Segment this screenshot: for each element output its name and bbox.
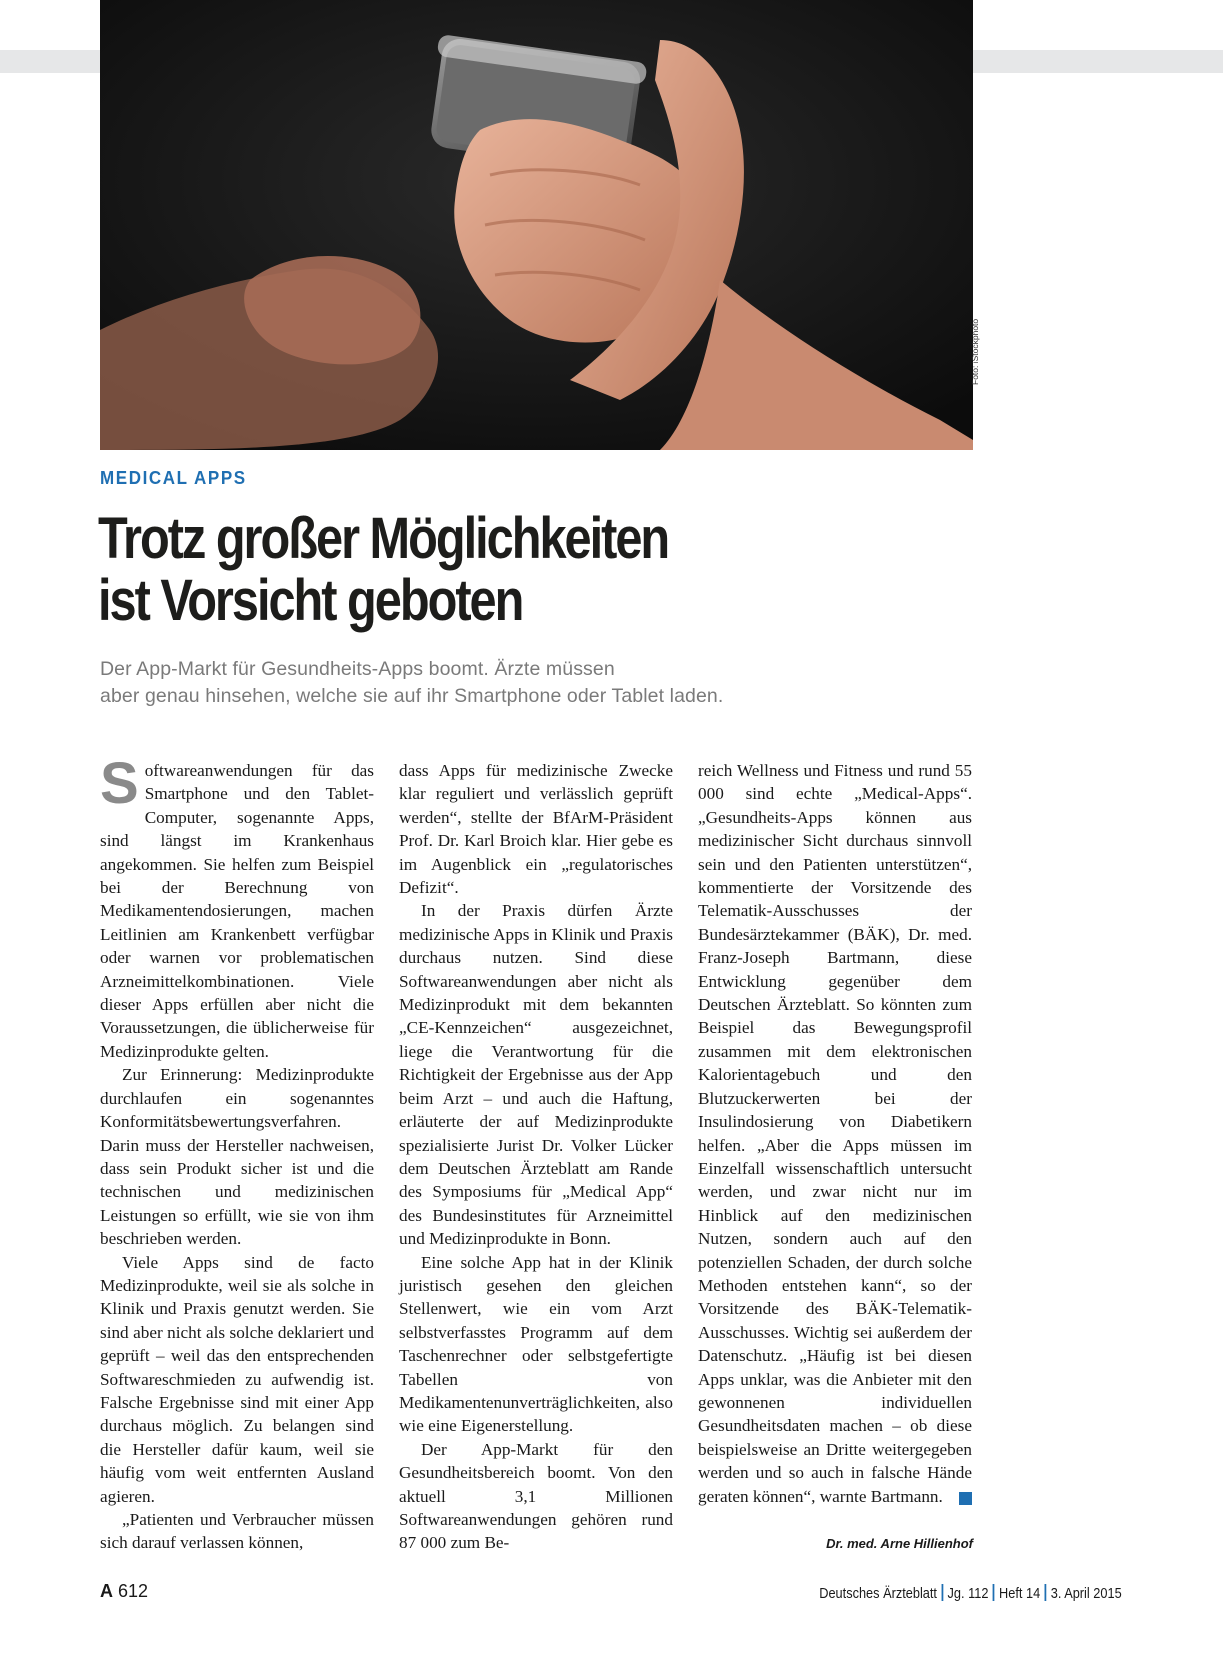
paragraph: Der App-Markt für den Gesundheitsbereich boomt. Von den aktuell 3,1 Millionen Softwareanwendungen gehören rund 87 000 zum Be-	[399, 1439, 673, 1553]
footer-separator	[993, 1584, 995, 1601]
drop-cap: S	[100, 751, 139, 816]
article-deck	[100, 656, 860, 710]
headline-line-1: Trotz großer Möglichkeiten	[98, 506, 669, 571]
issue-date: 3. April 2015	[1051, 1586, 1122, 1602]
end-of-article-square-icon	[959, 1492, 972, 1505]
paragraph: reich Wellness und Fitness und rund 55 000 sind echte „Medical-Apps“. „Gesundheits-Apps können aus medizinischer Sicht durchaus sinnvoll sein und den Patienten unterstützen“, kommentierte der Vorsitzende des Telematik-Ausschusses der Bundesärztekammer (BÄK), Dr. med. Franz-Joseph Bartmann, diese Entwicklung gegenüber dem Deutschen Ärzteblatt. So könnten zum Beispiel das Bewegungsprofil zusammen mit dem elektronischen Kalorientagebuch und den Blutzuckerwerten bei der Insulindosierung von Diabetikern helfen. „Aber die Apps müssen im Einzelfall wissenschaftlich untersucht werden, und zwar nicht nur im Hinblick auf den medizinischen Nutzen, sondern auch auf den potenziellen Schaden, der durch solche Methoden entstehen kann“, so der Vorsitzende des BÄK-Telematik-Ausschusses. Wichtig sei außerdem der Datenschutz. „Häufig ist bei diesen Apps unklar, was die Anbieter mit den gewonnenen individuellen Gesundheitsdaten machen – ob diese beispielsweise an Dritte weitergegeben werden und so auch in falsche Hände geraten können“, warnte Bartmann.	[698, 761, 972, 1506]
section-kicker: MEDICAL APPS	[100, 468, 247, 489]
article-column-3	[698, 759, 972, 1508]
paragraph: „Patienten und Verbraucher müssen sich darauf verlassen können,	[100, 1510, 374, 1553]
page-folio	[100, 1581, 148, 1602]
photo-credit: Foto: iStockphoto	[970, 318, 980, 385]
issue: Heft 14	[999, 1586, 1041, 1602]
author-byline: Dr. med. Arne Hillienhof	[826, 1536, 973, 1551]
article-column-2	[399, 759, 673, 1555]
hero-photo	[100, 0, 973, 450]
paragraph: Eine solche App hat in der Klinik juristisch gesehen den gleichen Stellenwert, wie ein vom Arzt selbstverfasstes Programm auf dem Taschenrechner oder selbstgefertigte Tabellen von Medikamentenunverträglichkeiten, also wie eine Eigenerstellung.	[399, 1252, 673, 1436]
page-number: 612	[118, 1581, 149, 1601]
deck-line-1: Der App-Markt für Gesundheits-Apps boomt. Ärzte müssen	[100, 658, 615, 680]
publication-name: Deutsches Ärzteblatt	[819, 1586, 938, 1602]
paragraph: dass Apps für medizinische Zwecke klar reguliert und verlässlich geprüft werden“, stellte der BfArM-Präsident Prof. Dr. Karl Broich klar. Hier gebe es im Augenblick ein „regulatorisches Defizit“.	[399, 761, 673, 898]
paragraph: Softwareanwendungen für das Smartphone und den Tablet-Computer, sogenannte Apps, sind längst im Krankenhaus angekommen. Sie helfen zum Beispiel bei der Berechnung von Medikamentendosierungen, machen Leitlinien am Krankenbett verfügbar oder warnen vor problematischen Arzneimittelkombinationen. Viele dieser Apps erfüllen aber nicht die Voraussetzungen, die üblicherweise für Medizinprodukte gelten.	[100, 751, 374, 1061]
paragraph: In der Praxis dürfen Ärzte medizinische Apps in Klinik und Praxis durchaus nutzen. Sind diese Softwareanwendungen aber nicht als Medizinprodukt mit dem bekannten „CE-Kennzeichen“ ausgezeichnet, liege die Verantwortung für die Richtigkeit der Ergebnisse aus der App beim Arzt – und auch die Haftung, erläuterte der auf Medizinprodukte spezialisierte Jurist Dr. Volker Lücker dem Deutschen Ärzteblatt am Rande des Symposiums für „Medical App“ des Bundesinstitutes für Arzneimittel und Medizinprodukte in Bonn.	[399, 901, 673, 1249]
hands-holding-smartphone-image	[100, 0, 973, 450]
article-column-1	[100, 751, 374, 1555]
publication-footer	[820, 1584, 1122, 1602]
headline-line-2: ist Vorsicht geboten	[98, 568, 523, 633]
paragraph: Viele Apps sind de facto Medizinprodukte, weil sie als solche in Klinik und Praxis genutzt werden. Sie sind aber nicht als solche deklariert und geprüft – weil das den entsprechenden Softwareschmieden zu aufwendig ist. Falsche Ergebnisse sind mit einer App durchaus möglich. Zu belangen sind die Hersteller dafür kaum, weil sie häufig vom weit entfernten Ausland agieren.	[100, 1252, 374, 1506]
volume: Jg. 112	[947, 1586, 989, 1602]
paragraph: Zur Erinnerung: Medizinprodukte durchlaufen ein sogenanntes Konformitätsbewertungsverfahren. Darin muss der Hersteller nachweisen, dass sein Produkt sicher ist und die technischen und medizinischen Leistungen so erfüllt, wie sie von ihm beschrieben werden.	[100, 1065, 374, 1249]
article-headline	[98, 508, 820, 632]
footer-separator	[1045, 1584, 1047, 1601]
page-letter: A	[100, 1581, 113, 1601]
footer-separator	[942, 1584, 944, 1601]
deck-line-2: aber genau hinsehen, welche sie auf ihr Smartphone oder Tablet laden.	[100, 685, 724, 707]
